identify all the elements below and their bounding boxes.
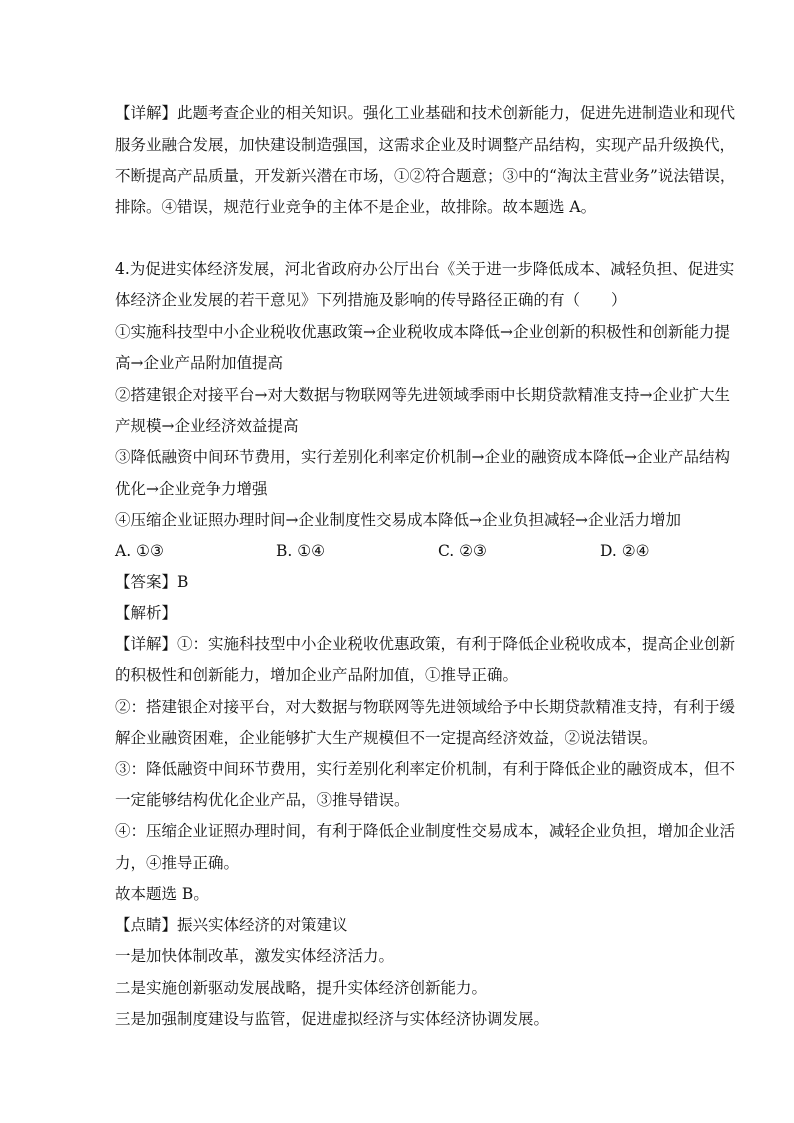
answer: 【答案】B bbox=[115, 573, 189, 591]
option-c: C. ②③ bbox=[438, 542, 487, 560]
question-item: 高→企业产品附加值提高 bbox=[115, 354, 283, 372]
prev-analysis-line: 【详解】此题考查企业的相关知识。强化工业基础和技术创新能力，促进先进制造业和现代 bbox=[115, 104, 736, 122]
analysis-line: 力，④推导正确。 bbox=[115, 854, 240, 872]
analysis-conclusion: 故本题选 B。 bbox=[115, 885, 209, 903]
question-item: ①实施科技型中小企业税收优惠政策→企业税收成本降低→企业创新的积极性和创新能力提 bbox=[115, 323, 730, 341]
question-item: 产规模→企业经济效益提高 bbox=[115, 417, 299, 435]
prev-analysis-line: 排除。④错误，规范行业竞争的主体不是企业，故排除。故本题选 A。 bbox=[115, 198, 597, 216]
tip-item: 三是加强制度建设与监管，促进虚拟经济与实体经济协调发展。 bbox=[115, 1010, 550, 1028]
option-d: D. ②④ bbox=[600, 542, 650, 560]
analysis-line: 解企业融资困难，企业能够扩大生产规模但不一定提高经济效益，②说法错误。 bbox=[115, 729, 658, 747]
analysis-line: ③：降低融资中间环节费用，实行差别化利率定价机制，有利于降低企业的融资成本，但不 bbox=[115, 760, 736, 778]
tip-item: 二是实施创新驱动发展战略，提升实体经济创新能力。 bbox=[115, 979, 488, 997]
question-item: ④压缩企业证照办理时间→企业制度性交易成本降低→企业负担减轻→企业活力增加 bbox=[115, 511, 681, 529]
question-item: ③降低融资中间环节费用，实行差别化利率定价机制→企业的融资成本降低→企业产品结构 bbox=[115, 448, 730, 466]
tip-item: 一是加快体制改革，激发实体经济活力。 bbox=[115, 947, 395, 965]
question-item: ②搭建银企对接平台→对大数据与物联网等先进领域季雨中长期贷款精准支持→企业扩大生 bbox=[115, 386, 730, 404]
prev-analysis-line: 不断提高产品质量，开发新兴潜在市场，①②符合题意；③中的“淘汰主营业务”说法错误， bbox=[115, 167, 736, 185]
tip-heading: 【点睛】振兴实体经济的对策建议 bbox=[115, 916, 348, 934]
question-item: 优化→企业竞争力增强 bbox=[115, 480, 268, 498]
analysis-line: ②：搭建银企对接平台，对大数据与物联网等先进领域给予中长期贷款精准支持，有利于缓 bbox=[115, 698, 736, 716]
analysis-line: 一定能够结构优化企业产品，③推导错误。 bbox=[115, 791, 410, 809]
prev-analysis-line: 服务业融合发展，加快建设制造强国，这需求企业及时调整产品结构，实现产品升级换代， bbox=[115, 136, 736, 154]
option-b: B. ①④ bbox=[276, 542, 326, 560]
question-stem-line: 体经济企业发展的若干意见》下列措施及影响的传导路径正确的有（ ） bbox=[115, 291, 627, 309]
analysis-line: 【详解】①：实施科技型中小企业税收优惠政策，有利于降低企业税收成本，提高企业创新 bbox=[115, 635, 736, 653]
question-stem-line: 4.为促进实体经济发展，河北省政府办公厅出台《关于进一步降低成本、减轻负担、促进实 bbox=[115, 260, 735, 278]
analysis-line: 的积极性和创新能力，增加企业产品附加值，①推导正确。 bbox=[115, 666, 519, 684]
analysis-heading: 【解析】 bbox=[115, 604, 178, 622]
option-a: A. ①③ bbox=[115, 542, 164, 560]
analysis-line: ④：压缩企业证照办理时间，有利于降低企业制度性交易成本，减轻企业负担，增加企业活 bbox=[115, 822, 736, 840]
